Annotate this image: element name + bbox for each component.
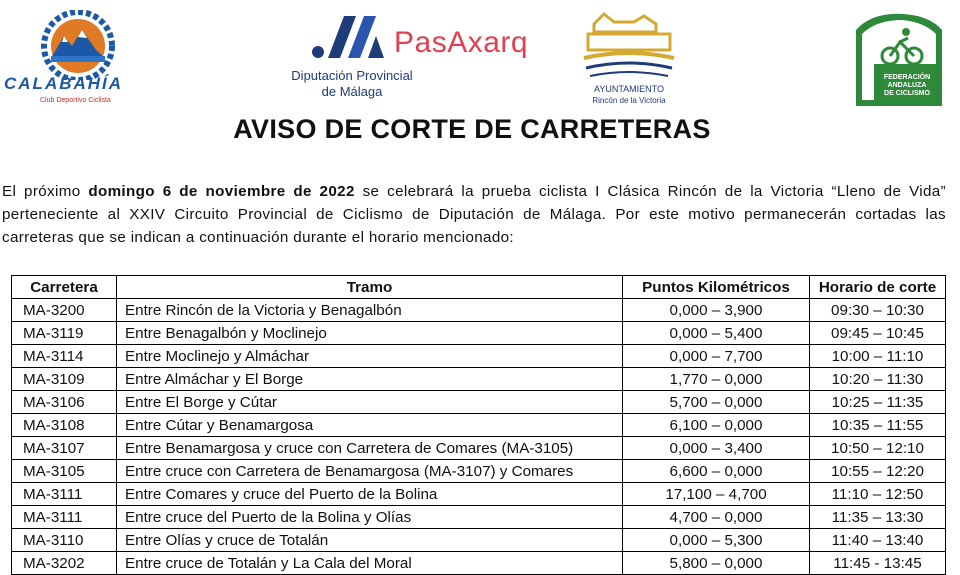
cell-carretera: MA-3107 — [12, 437, 117, 460]
cell-puntos-kilometricos: 4,700 – 0,000 — [623, 506, 810, 529]
table-row — [12, 460, 946, 483]
cell-horario: 11:40 – 13:40 — [810, 529, 946, 552]
calabahia-emblem-icon — [0, 10, 160, 80]
table-header-row — [12, 276, 946, 299]
cell-horario: 09:30 – 10:30 — [810, 299, 946, 322]
cell-carretera: MA-3114 — [12, 345, 117, 368]
table-row — [12, 437, 946, 460]
cell-tramo: Entre Comares y cruce del Puerto de la Bolina — [117, 483, 623, 506]
table-row — [12, 345, 946, 368]
cell-tramo: Entre Rincón de la Victoria y Benagalbón — [117, 299, 623, 322]
cell-puntos-kilometricos: 0,000 – 5,400 — [623, 322, 810, 345]
header-carretera: Carretera — [12, 276, 117, 299]
cell-carretera: MA-3105 — [12, 460, 117, 483]
table-row — [12, 322, 946, 345]
header-puntos-kilometricos: Puntos Kilométricos — [623, 276, 810, 299]
cell-horario: 10:50 – 12:10 — [810, 437, 946, 460]
intro-paragraph — [2, 180, 946, 249]
cell-puntos-kilometricos: 1,770 – 0,000 — [623, 368, 810, 391]
cell-puntos-kilometricos: 6,100 – 0,000 — [623, 414, 810, 437]
pasaxarq-logo: PasAxarq — [394, 26, 529, 59]
table-row — [12, 299, 946, 322]
cell-puntos-kilometricos: 0,000 – 5,300 — [623, 529, 810, 552]
diputacion-name-line1: Diputación Provincial — [291, 68, 413, 83]
intro-part2: se celebrará la prueba ciclista I Clásica Rincón de la Victoria “Lleno de Vida” perteneciente al XXIV Circuito Provincial de Ciclismo de Diputación de Málaga. Por este motivo permanecerán cortadas las carreteras que se indican a continuación durante el horario mencionado: — [2, 183, 946, 246]
ayuntamiento-emblem-icon — [574, 10, 684, 84]
table-row — [12, 529, 946, 552]
cell-horario: 10:35 – 11:55 — [810, 414, 946, 437]
calabahia-logo — [0, 10, 160, 110]
cell-horario: 11:10 – 12:50 — [810, 483, 946, 506]
cell-carretera: MA-3200 — [12, 299, 117, 322]
table-body — [12, 299, 946, 575]
ayuntamiento-line2: Rincón de la Victoria — [592, 96, 666, 105]
cell-tramo: Entre Almáchar y El Borge — [117, 368, 623, 391]
cell-horario: 11:45 - 13:45 — [810, 552, 946, 575]
federacion-line3: DE CICLISMO — [884, 90, 930, 97]
intro-date: domingo 6 de noviembre de 2022 — [88, 183, 355, 200]
road-closures-table — [11, 275, 946, 575]
cell-puntos-kilometricos: 5,800 – 0,000 — [623, 552, 810, 575]
table-row — [12, 483, 946, 506]
cell-carretera: MA-3111 — [12, 483, 117, 506]
table-row — [12, 391, 946, 414]
cell-carretera: MA-3106 — [12, 391, 117, 414]
table-row — [12, 552, 946, 575]
cell-tramo: Entre cruce con Carretera de Benamargosa (MA-3107) y Comares — [117, 460, 623, 483]
cell-puntos-kilometricos: 17,100 – 4,700 — [623, 483, 810, 506]
cell-puntos-kilometricos: 0,000 – 3,900 — [623, 299, 810, 322]
cell-puntos-kilometricos: 6,600 – 0,000 — [623, 460, 810, 483]
cell-horario: 10:25 – 11:35 — [810, 391, 946, 414]
cell-carretera: MA-3111 — [12, 506, 117, 529]
logo-header — [0, 0, 960, 112]
federacion-line2: ANDALUZA — [887, 82, 927, 89]
cell-carretera: MA-3109 — [12, 368, 117, 391]
federacion-logo — [852, 10, 944, 106]
cell-carretera: MA-3202 — [12, 552, 117, 575]
cell-horario: 10:55 – 12:20 — [810, 460, 946, 483]
cell-horario: 11:35 – 13:30 — [810, 506, 946, 529]
cell-carretera: MA-3119 — [12, 322, 117, 345]
cell-carretera: MA-3110 — [12, 529, 117, 552]
cell-tramo: Entre El Borge y Cútar — [117, 391, 623, 414]
diputacion-name — [277, 68, 427, 100]
intro-part1: El próximo — [2, 183, 89, 200]
cell-puntos-kilometricos: 0,000 – 3,400 — [623, 437, 810, 460]
cell-puntos-kilometricos: 0,000 – 7,700 — [623, 345, 810, 368]
calabahia-tagline: Club Deportivo Ciclista — [40, 97, 111, 104]
cell-horario: 09:45 – 10:45 — [810, 322, 946, 345]
ayuntamiento-logo — [574, 10, 684, 110]
cell-puntos-kilometricos: 5,700 – 0,000 — [623, 391, 810, 414]
notice-title: AVISO DE CORTE DE CARRETERAS — [233, 114, 711, 144]
cell-horario: 10:20 – 11:30 — [810, 368, 946, 391]
cell-tramo: Entre Benagalbón y Moclinejo — [117, 322, 623, 345]
header-horario: Horario de corte — [810, 276, 946, 299]
cell-tramo: Entre Cútar y Benamargosa — [117, 414, 623, 437]
cell-horario: 10:00 – 11:10 — [810, 345, 946, 368]
table-row — [12, 414, 946, 437]
federacion-name — [874, 74, 940, 98]
diputacion-name-line2: de Málaga — [321, 84, 383, 99]
cell-tramo: Entre Moclinejo y Almáchar — [117, 345, 623, 368]
cell-tramo: Entre Olías y cruce de Totalán — [117, 529, 623, 552]
table-row — [12, 368, 946, 391]
calabahia-wordmark: CALABAHÍA — [4, 74, 124, 93]
ayuntamiento-line1: AYUNTAMIENTO — [593, 84, 664, 94]
cell-tramo: Entre cruce del Puerto de la Bolina y Olías — [117, 506, 623, 529]
cell-carretera: MA-3108 — [12, 414, 117, 437]
table-row — [12, 506, 946, 529]
header-tramo: Tramo — [117, 276, 623, 299]
federacion-line1: FEDERACIÓN — [883, 74, 931, 81]
cell-tramo: Entre cruce de Totalán y La Cala del Moral — [117, 552, 623, 575]
cell-tramo: Entre Benamargosa y cruce con Carretera de Comares (MA-3105) — [117, 437, 623, 460]
